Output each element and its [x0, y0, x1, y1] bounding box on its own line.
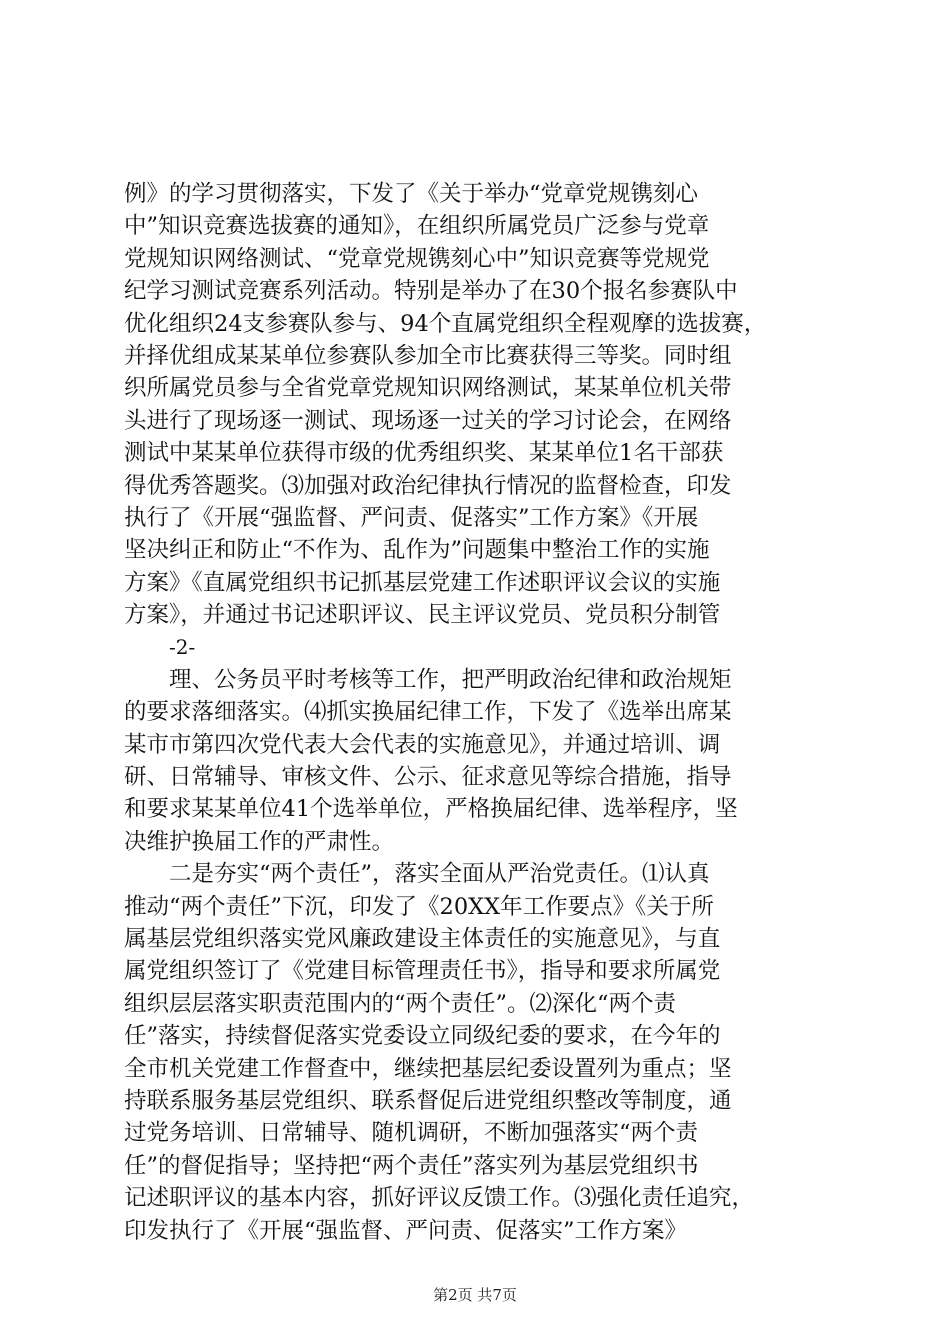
- text-line: 和要求某某单位41个选举单位，严格换届纪律、选举程序，坚: [124, 796, 738, 823]
- text-line: 持联系服务基层党组织、联系督促后进党组织整改等制度，通: [124, 1087, 732, 1114]
- text-line: 方案》，并通过书记述职评议、民主评议党员、党员积分制管: [124, 602, 721, 629]
- text-line: 任”的督促指导；坚持把“两个责任”落实列为基层党组织书: [124, 1152, 699, 1179]
- text-line: 理、公务员平时考核等工作，把严明政治纪律和政治规矩: [169, 666, 732, 693]
- text-line: 任”落实，持续督促落实党委设立同级纪委的要求，在今年的: [124, 1023, 721, 1050]
- text-line: 方案》《直属党组织书记抓基层党建工作述职评议会议的实施: [124, 569, 721, 596]
- text-line: 组织层层落实职责范围内的“两个责任”。⑵深化“两个责: [124, 990, 677, 1017]
- text-line: 记述职评议的基本内容，抓好评议反馈工作。⑶强化责任追究，: [124, 1185, 755, 1212]
- text-line: 执行了《开展“强监督、严问责、促落实”工作方案》《开展: [124, 504, 699, 531]
- text-line: 属党组织签订了《党建目标管理责任书》，指导和要求所属党: [124, 958, 721, 985]
- text-line: 优化组织24支参赛队参与、94个直属党组织全程观摩的选拔赛，: [124, 310, 767, 337]
- text-line: 的要求落细落实。⑷抓实换届纪律工作，下发了《选举出席某: [124, 699, 732, 726]
- text-line: 中”知识竞赛选拔赛的通知》，在组织所属党员广泛参与党章: [124, 213, 710, 240]
- text-line: 全市机关党建工作督查中，继续把基层纪委设置列为重点；坚: [124, 1055, 732, 1082]
- text-line: 决维护换届工作的严肃性。: [124, 828, 395, 855]
- text-line: 头进行了现场逐一测试、现场逐一过关的学习讨论会，在网络: [124, 407, 732, 434]
- body-text: [124, 178, 840, 1247]
- text-line: 属基层党组织落实党风廉政建设主体责任的实施意见》，与直: [124, 925, 721, 952]
- text-line: 例》的学习贯彻落实，下发了《关于举办“党章党规镌刻心: [124, 181, 699, 207]
- text-line: 研、日常辅导、审核文件、公示、征求意见等综合措施，指导: [124, 764, 732, 791]
- text-line: 推动“两个责任”下沉，印发了《20XX年工作要点》《关于所: [124, 893, 714, 920]
- text-line: 二是夯实“两个责任”，落实全面从严治党责任。⑴认真: [169, 861, 710, 888]
- text-line: 印发执行了《开展“强监督、严问责、促落实”工作方案》: [124, 1217, 688, 1244]
- text-line: 过党务培训、日常辅导、随机调研，不断加强落实“两个责: [124, 1120, 699, 1147]
- text-line: 纪学习测试竞赛系列活动。特别是举办了在30个报名参赛队中: [124, 278, 738, 305]
- inner-page-number: -2-: [169, 635, 196, 660]
- text-line: 得优秀答题奖。⑶加强对政治纪律执行情况的监督检查，印发: [124, 472, 732, 499]
- text-line: 某市市第四次党代表大会代表的实施意见》，并通过培训、调: [124, 731, 721, 758]
- text-line: 织所属党员参与全省党章党规知识网络测试，某某单位机关带: [124, 375, 732, 402]
- paragraph-3: [124, 858, 840, 1247]
- text-line: 党规知识网络测试、“党章党规镌刻心中”知识竞赛等党规党: [124, 245, 710, 272]
- text-line: 坚决纠正和防止“不作为、乱作为”问题集中整治工作的实施: [124, 537, 710, 564]
- text-line: 测试中某某单位获得市级的优秀组织奖、某某单位1名干部获: [124, 440, 724, 467]
- paragraph-1: [124, 178, 840, 631]
- paragraph-2: [124, 664, 840, 858]
- page-footer: 第2页 共7页: [433, 1286, 517, 1304]
- text-line: 并择优组成某某单位参赛队参加全市比赛获得三等奖。同时组: [124, 342, 732, 369]
